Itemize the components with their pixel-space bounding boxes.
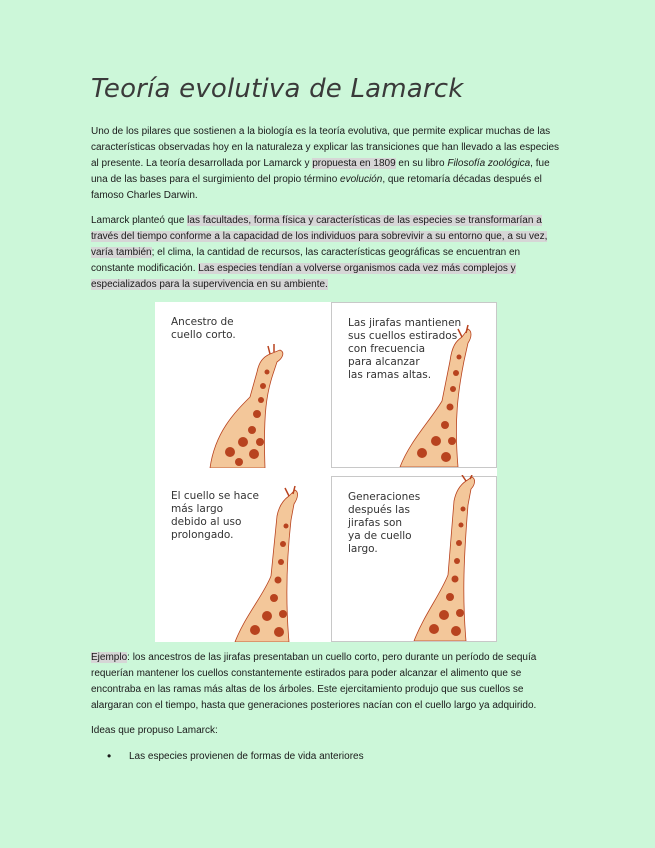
highlighted-text: Ejemplo	[91, 652, 128, 663]
giraffe-long-neck-icon	[330, 475, 496, 641]
text-span: ; el clima, la cantidad de recursos, las características geográficas se encuentran en constante modificación.	[91, 247, 521, 274]
example-paragraph	[91, 650, 565, 714]
theory-paragraph	[91, 213, 565, 293]
giraffe-short-neck-icon	[155, 302, 321, 468]
panel-caption: Las jirafas mantienen sus cuellos estirados con frecuencia para alcanzar las ramas altas.	[348, 317, 462, 381]
list-item: • Las especies provienen de formas de vida anteriores	[91, 749, 565, 765]
text-span: : los ancestros de las jirafas presentaban un cuello corto, pero durante un período de sequía requerían mantener los cuellos constantemente estirados para poder alcanzar el alimento que se encontraba en las ramas más altas de los árboles. Este ejercitamiento produjo que sus cuellos se alargaran con el tiempo, hasta que generaciones posteriores nacían con el cuello largo ya adquirido.	[91, 652, 537, 711]
giraffe-stretching-neck-icon	[330, 301, 496, 467]
book-title: Filosofía zoológica	[447, 158, 531, 169]
giraffe-longer-neck-icon	[155, 476, 321, 642]
figure-panel-2	[331, 302, 497, 468]
highlighted-text: propuesta en 1809	[312, 158, 396, 169]
text-span: , fue una de las bases para el surgimiento del propio término	[91, 158, 550, 185]
giraffe-evolution-figure	[155, 302, 497, 642]
term-evolucion: evolución	[340, 174, 383, 185]
document-page	[91, 74, 565, 765]
panel-caption: El cuello se hace más largo debido al uso prolongado.	[171, 490, 259, 541]
panel-caption: Ancestro de cuello corto.	[171, 316, 236, 341]
text-span: Uno de los pilares que sostienen a la biología es la teoría evolutiva, que permite explicar muchas de las características observadas hoy en la naturaleza y explicar las transiciones que han llevado a las especies al presente. La teoría desarrollada por Lamarck y	[91, 126, 560, 169]
panel-caption: Generaciones después las jirafas son ya de cuello largo.	[348, 491, 421, 555]
highlighted-text: Las especies tendían a volverse organismos cada vez más complejos y especializados para la supervivencia en su ambiente.	[91, 263, 516, 290]
ideas-list	[91, 749, 565, 765]
text-span: en su libro	[395, 158, 448, 169]
intro-paragraph	[91, 124, 565, 204]
page-title: Teoría evolutiva de Lamarck	[91, 74, 464, 104]
figure-panel-3	[155, 476, 321, 642]
figure-panel-1	[155, 302, 321, 468]
text-span: Lamarck planteó que	[91, 215, 188, 226]
highlighted-text: las facultades, forma física y características de las especies se transformarían a través del tiempo conforme a la capacidad de los individuos para sobrevivir a su entorno que, a su vez, varía también	[91, 215, 548, 258]
ideas-heading: Ideas que propuso Lamarck:	[91, 725, 218, 736]
text-span: , que retomaría décadas después el famoso Charles Darwin.	[91, 174, 542, 201]
figure-panel-4	[331, 476, 497, 642]
